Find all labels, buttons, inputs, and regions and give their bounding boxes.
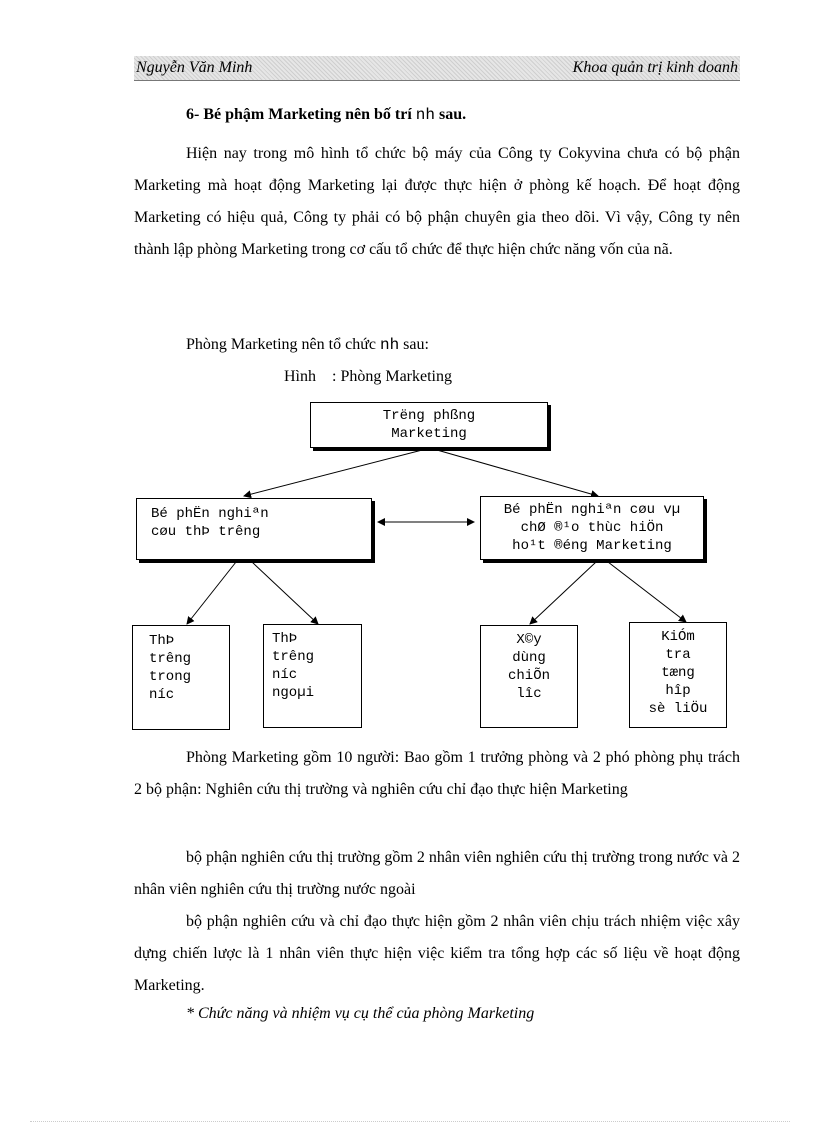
heading-mono: nh (415, 106, 435, 124)
box-head-of-marketing: Trëng phßng Marketing (310, 402, 548, 448)
paragraph-direction-staff: bộ phận nghiên cứu và chỉ đạo thực hiện gồm 2 nhân viên chịu trách nhiệm việc xây dựng chiến lược là 1 nhân viên thực hiện việc kiểm tra tổng hợp các số liệu về hoạt động Marketing. (134, 913, 740, 994)
box-market-research: Bé phËn nghiªn cøu thÞ trêng (136, 498, 372, 560)
box-data-audit: KiÓm tra tæng hîp sè liÖu (629, 622, 727, 728)
heading-prefix: 6- Bé phậm Marketing nên bố trí (186, 106, 416, 123)
paragraph-intro: Hiện nay trong mô hình tổ chức bộ máy của Công ty Cokyvina chưa có bộ phận Marketing mà hoạt động Marketing lại được thực hiện ở phòng kế hoạch. Để hoạt động Marketing có hiệu quả, Công ty phải có bộ phận chuyên gia theo dõi. Vì vậy, Công ty nên thành lập phòng Marketing trong cơ cấu tổ chức để thực hiện chức năng vốn của nã. (134, 145, 740, 258)
paragraph-research-staff: bộ phận nghiên cứu thị trường gồm 2 nhân viên nghiên cứu thị trường trong nước và 2 nhân viên nghiên cứu thị trường nước ngoài (134, 849, 740, 898)
connector-research-foreign (252, 562, 318, 624)
department-name: Khoa quản trị kinh doanh (572, 59, 738, 76)
connector-research-domestic (187, 562, 236, 624)
connector-direction-strategy (530, 562, 596, 624)
figure-caption: Hình : Phòng Marketing (284, 368, 452, 385)
connector-head-direction (430, 448, 598, 496)
heading-suffix: sau. (434, 106, 467, 123)
box-research-direction: Bé phËn nghiªn cøu vµ chØ ®¹o thùc hiÖn ho¹t ®éng Marketing (480, 496, 704, 560)
connector-head-research (244, 448, 430, 496)
page-bottom-border (30, 1121, 790, 1122)
intro-mono: nh (379, 336, 400, 354)
intro-suffix: sau: (399, 336, 429, 353)
box-foreign-market: ThÞ trêng níc ngoµi (263, 624, 362, 728)
box-domestic-market: ThÞ trêng trong níc (132, 625, 230, 730)
paragraph-staffing: Phòng Marketing gồm 10 người: Bao gồm 1 trưởng phòng và 2 phó phòng phụ trách 2 bộ phận: Nghiên cứu thị trường và nghiên cứu chỉ đạo thực hiện Marketing (134, 749, 740, 798)
intro-prefix: Phòng Marketing nên tổ chức (186, 336, 380, 353)
box-strategy-building: X©y dùng chiÕn lîc (480, 625, 578, 728)
author-name: Nguyễn Văn Minh (136, 59, 253, 76)
connector-direction-audit (608, 562, 686, 622)
functions-subheading: * Chức năng và nhiệm vụ cụ thể của phòng Marketing (186, 1005, 535, 1022)
